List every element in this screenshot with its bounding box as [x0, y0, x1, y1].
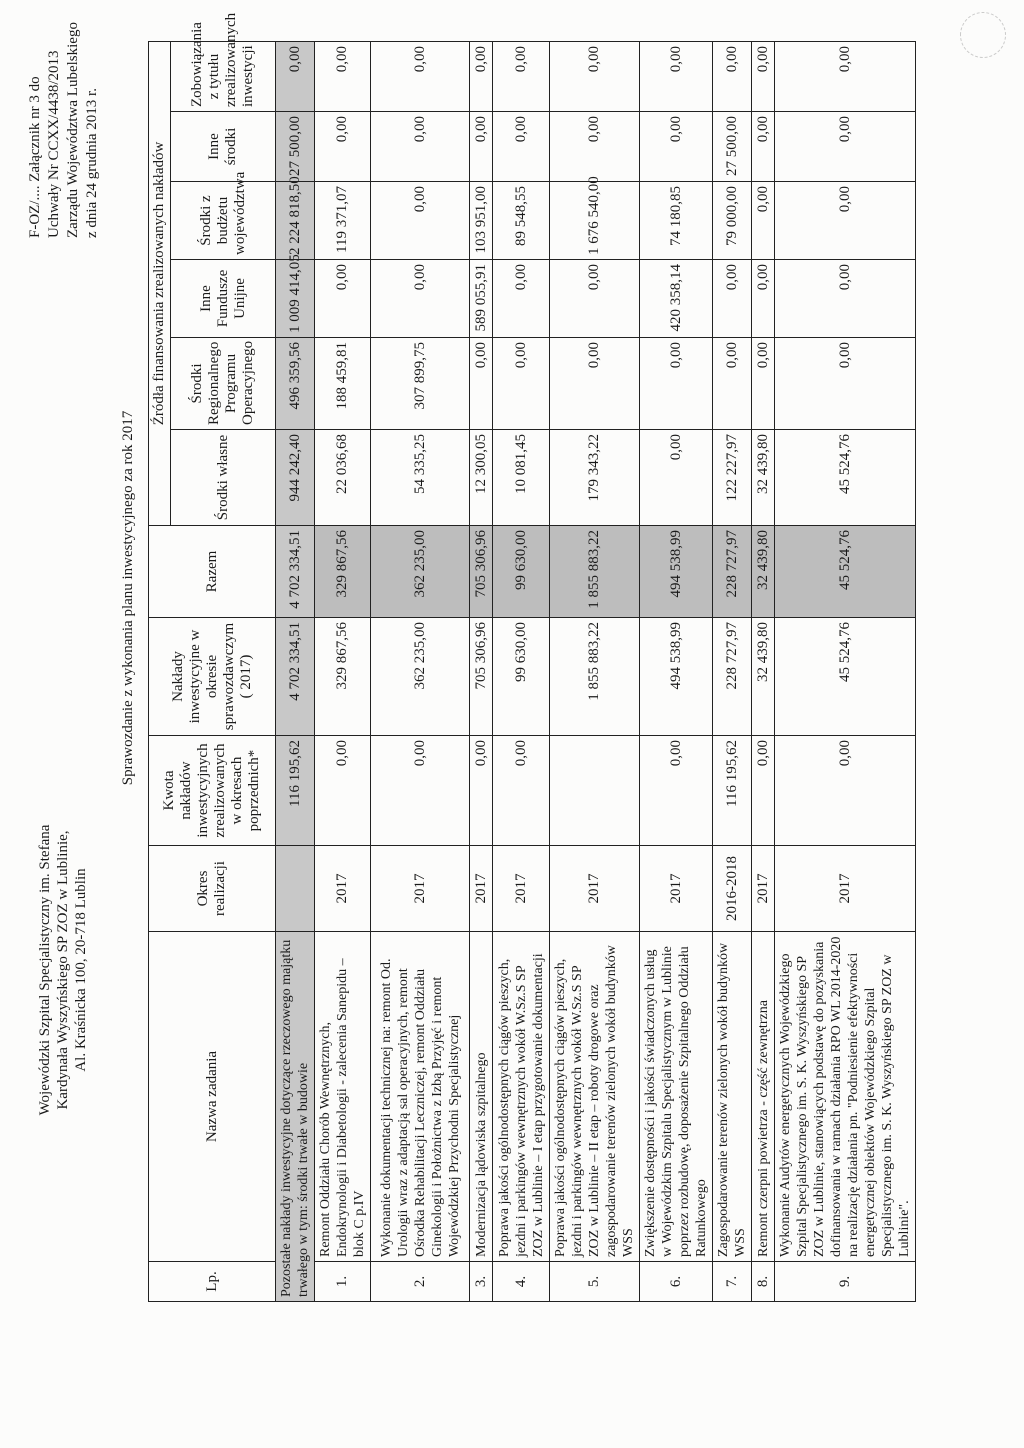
row-own: 12 300,05	[470, 430, 493, 526]
row-liab: 0,00	[470, 41, 493, 111]
summary-total: 4 702 334,51	[276, 526, 315, 618]
summary-rpo: 496 359,56	[276, 338, 315, 430]
row-own: 10 081,45	[493, 430, 550, 526]
row-eu: 0,00	[752, 260, 775, 338]
row-current: 32 439,80	[752, 618, 775, 736]
table-row	[640, 41, 713, 1301]
row-current: 705 306,96	[470, 618, 493, 736]
row-liab: 0,00	[493, 41, 550, 111]
row-total: 1 855 883,22	[550, 526, 640, 618]
institution-line-1: Wojewódzki Szpital Specjalistyczny im. Stefana	[37, 824, 53, 1116]
row-current: 45 524,76	[775, 618, 916, 736]
row-lp: 1.	[315, 1262, 371, 1302]
summary-own: 944 242,40	[276, 430, 315, 526]
row-voiv: 89 548,55	[493, 182, 550, 260]
row-prev: 0,00	[470, 736, 493, 846]
row-eu: 0,00	[371, 260, 470, 338]
row-own: 54 335,25	[371, 430, 470, 526]
table-row	[371, 41, 470, 1301]
row-prev: 0,00	[640, 736, 713, 846]
row-prev: 0,00	[315, 736, 371, 846]
row-rpo: 0,00	[550, 338, 640, 430]
row-voiv: 79 000,00	[713, 182, 752, 260]
row-total: 32 439,80	[752, 526, 775, 618]
row-other: 0,00	[752, 112, 775, 182]
row-name: Zagospodarowanie terenów zielonych wokół budynków WSS	[713, 932, 752, 1262]
summary-eu: 1 009 414,05	[276, 260, 315, 338]
row-own: 32 439,80	[752, 430, 775, 526]
col-own: Środki własne	[171, 430, 276, 526]
row-other: 0,00	[315, 112, 371, 182]
row-rpo: 0,00	[640, 338, 713, 430]
row-period: 2017	[775, 846, 916, 932]
row-period: 2017	[470, 846, 493, 932]
row-other: 0,00	[493, 112, 550, 182]
attachment-line-3: Zarządu Województwa Lubelskiego	[65, 22, 81, 238]
col-name: Nazwa zadania	[149, 932, 276, 1262]
row-name: Zwiększenie dostępności i jakości świadczonych usług w Wojewódzkim Szpitalu Specjalistycznym w Lublinie poprzez rozbudowę, doposażenie Szpitalnego Oddziału Ratunkowego	[640, 932, 713, 1262]
row-lp: 5.	[550, 1262, 640, 1302]
row-rpo: 0,00	[713, 338, 752, 430]
col-current: Nakłady inwestycyjne w okresie sprawozdawczym ( 2017)	[149, 618, 276, 736]
row-total: 329 867,56	[315, 526, 371, 618]
institution-line-3: Al. Kraśnicka 100, 20-718 Lublin	[73, 868, 89, 1072]
table-row	[550, 41, 640, 1301]
row-rpo: 0,00	[775, 338, 916, 430]
row-eu: 0,00	[315, 260, 371, 338]
attachment-line-2: Uchwały Nr CCXX/4438/2013	[46, 50, 62, 238]
row-name: Poprawa jakości ogólnodostępnych ciągów pieszych, jezdni i parkingów wewnętrznych wokół W.Sz.S SP ZOZ w Lublinie – II etap – roboty drogowe oraz zagospodarowanie terenów zielonych wokół budynków WSS	[550, 932, 640, 1262]
summary-current: 4 702 334,51	[276, 618, 315, 736]
row-total: 99 630,00	[493, 526, 550, 618]
col-liab: Zobowiązania z tytułu zrealizowanych inwestycji	[171, 41, 276, 111]
row-eu: 589 055,91	[470, 260, 493, 338]
row-current: 1 855 883,22	[550, 618, 640, 736]
row-lp: 2.	[371, 1262, 470, 1302]
row-period: 2017	[315, 846, 371, 932]
row-rpo: 0,00	[493, 338, 550, 430]
row-current: 494 538,99	[640, 618, 713, 736]
col-prev: Kwota nakładów inwestycyjnych zrealizowanych w okresach poprzednich*	[149, 736, 276, 846]
row-own: 179 343,22	[550, 430, 640, 526]
row-prev: 0,00	[775, 736, 916, 846]
row-other: 0,00	[470, 112, 493, 182]
row-prev	[550, 736, 640, 846]
row-liab: 0,00	[775, 41, 916, 111]
investment-table	[148, 12, 916, 1302]
institution-header	[36, 770, 90, 1170]
table-row	[315, 41, 371, 1301]
col-total: Razem	[149, 526, 276, 618]
row-lp: 9.	[775, 1262, 916, 1302]
attachment-note	[26, 18, 102, 238]
row-current: 99 630,00	[493, 618, 550, 736]
row-voiv: 1 676 540,00	[550, 182, 640, 260]
row-liab: 0,00	[371, 41, 470, 111]
row-other: 27 500,00	[713, 112, 752, 182]
row-liab: 0,00	[550, 41, 640, 111]
summary-row	[276, 41, 315, 1301]
row-name: Modernizacja lądowiska szpitalnego	[470, 932, 493, 1262]
row-own: 122 227,97	[713, 430, 752, 526]
col-lp: Lp.	[149, 1262, 276, 1302]
row-current: 362 235,00	[371, 618, 470, 736]
col-sources-group: Źródła finansowania zrealizowanych nakładów	[149, 41, 171, 525]
row-lp: 6.	[640, 1262, 713, 1302]
table-row	[713, 41, 752, 1301]
attachment-line-4: z dnia 24 grudnia 2013 r.	[84, 88, 100, 238]
row-rpo: 188 459,81	[315, 338, 371, 430]
stamp-mark	[960, 12, 1006, 58]
row-name: Remont Oddziału Chorób Wewnętrznych, Endokrynologii i Diabetologii - zalecenia Sanepidu – blok C p.IV	[315, 932, 371, 1262]
row-liab: 0,00	[315, 41, 371, 111]
row-period: 2017	[640, 846, 713, 932]
report-title: Sprawozdanie z wykonania planu inwestycyjnego za rok 2017	[120, 410, 136, 786]
table-row	[775, 41, 916, 1301]
col-voiv: Środki z budżetu województwa	[171, 182, 276, 260]
row-eu: 0,00	[775, 260, 916, 338]
row-total: 228 727,97	[713, 526, 752, 618]
row-current: 329 867,56	[315, 618, 371, 736]
institution-line-2: Kardynała Wyszyńskiego SP ZOZ w Lublinie,	[55, 830, 71, 1110]
row-name: Wykonanie Audytów energetycznych Wojewódzkiego Szpital Specjalistycznego im. S. K. Wyszyńskiego SP ZOZ w Lublinie, stanowiących podstawę do pozyskania dofinansowania w ramach działania RPO WL 2014-2020 na realizację działania pn. "Podniesienie efektywności energetycznej obiektów Wojewódzkiego Szpital Specjalistycznego im. S. K. Wyszyńskiego SP ZOZ w Lublinie".	[775, 932, 916, 1262]
row-voiv: 0,00	[752, 182, 775, 260]
row-lp: 3.	[470, 1262, 493, 1302]
row-voiv: 0,00	[371, 182, 470, 260]
attachment-line-1: F-OZ/.... Załącznik nr 3 do	[27, 76, 43, 238]
row-other: 0,00	[550, 112, 640, 182]
col-other: Inne środki	[171, 112, 276, 182]
row-prev: 116 195,62	[713, 736, 752, 846]
row-period: 2017	[550, 846, 640, 932]
row-name: Remont czerpni powietrza - część zewnętrzna	[752, 932, 775, 1262]
row-other: 0,00	[775, 112, 916, 182]
row-rpo: 0,00	[752, 338, 775, 430]
row-other: 0,00	[640, 112, 713, 182]
row-period: 2017	[752, 846, 775, 932]
row-voiv: 0,00	[775, 182, 916, 260]
row-own: 22 036,68	[315, 430, 371, 526]
row-voiv: 103 951,00	[470, 182, 493, 260]
summary-label: Pozostałe nakłady inwestycyjne dotyczące rzeczowego majątku trwałego w tym: środki trwałe w budowie	[276, 932, 315, 1302]
row-period: 2017	[493, 846, 550, 932]
table-row	[470, 41, 493, 1301]
row-voiv: 74 180,85	[640, 182, 713, 260]
row-eu: 0,00	[493, 260, 550, 338]
row-period: 2017	[371, 846, 470, 932]
row-total: 45 524,76	[775, 526, 916, 618]
row-total: 494 538,99	[640, 526, 713, 618]
row-period: 2016-2018	[713, 846, 752, 932]
row-prev: 0,00	[371, 736, 470, 846]
summary-other: 27 500,00	[276, 112, 315, 182]
row-lp: 4.	[493, 1262, 550, 1302]
header-row-1	[149, 41, 171, 1301]
col-eu: Inne Fundusze Unijne	[171, 260, 276, 338]
summary-prev: 116 195,62	[276, 736, 315, 846]
summary-voiv: 2 224 818,50	[276, 182, 315, 260]
row-voiv: 119 371,07	[315, 182, 371, 260]
row-eu: 0,00	[550, 260, 640, 338]
row-eu: 420 358,14	[640, 260, 713, 338]
row-name: Wykonanie dokumentacji technicznej na: remont Od. Urologii wraz z adaptacją sal operacyjnych, remont Ośrodka Rehabilitacji Leczniczej, remont Oddziału Ginekologii i Położnictwa z Izbą Przyjęć i remont Wojewódzkiej Przychodni Specjalistycznej	[371, 932, 470, 1262]
col-rpo: Środki Regionalnego Programu Operacyjnego	[171, 338, 276, 430]
row-rpo: 0,00	[470, 338, 493, 430]
row-total: 362 235,00	[371, 526, 470, 618]
row-name: Poprawa jakości ogólnodostępnych ciągów pieszych, jezdni i parkingów wewnętrznych wokół W.Sz.S SP ZOZ w Lublinie – I etap przygotowanie dokumentacji	[493, 932, 550, 1262]
row-liab: 0,00	[713, 41, 752, 111]
col-period: Okres realizacji	[149, 846, 276, 932]
row-own: 0,00	[640, 430, 713, 526]
row-prev: 0,00	[493, 736, 550, 846]
row-rpo: 307 899,75	[371, 338, 470, 430]
row-eu: 0,00	[713, 260, 752, 338]
summary-liab: 0,00	[276, 41, 315, 111]
table-row	[752, 41, 775, 1301]
row-total: 705 306,96	[470, 526, 493, 618]
summary-period	[276, 846, 315, 932]
row-lp: 7.	[713, 1262, 752, 1302]
row-liab: 0,00	[752, 41, 775, 111]
row-current: 228 727,97	[713, 618, 752, 736]
row-prev: 0,00	[752, 736, 775, 846]
row-lp: 8.	[752, 1262, 775, 1302]
row-liab: 0,00	[640, 41, 713, 111]
table-row	[493, 41, 550, 1301]
row-other: 0,00	[371, 112, 470, 182]
row-own: 45 524,76	[775, 430, 916, 526]
